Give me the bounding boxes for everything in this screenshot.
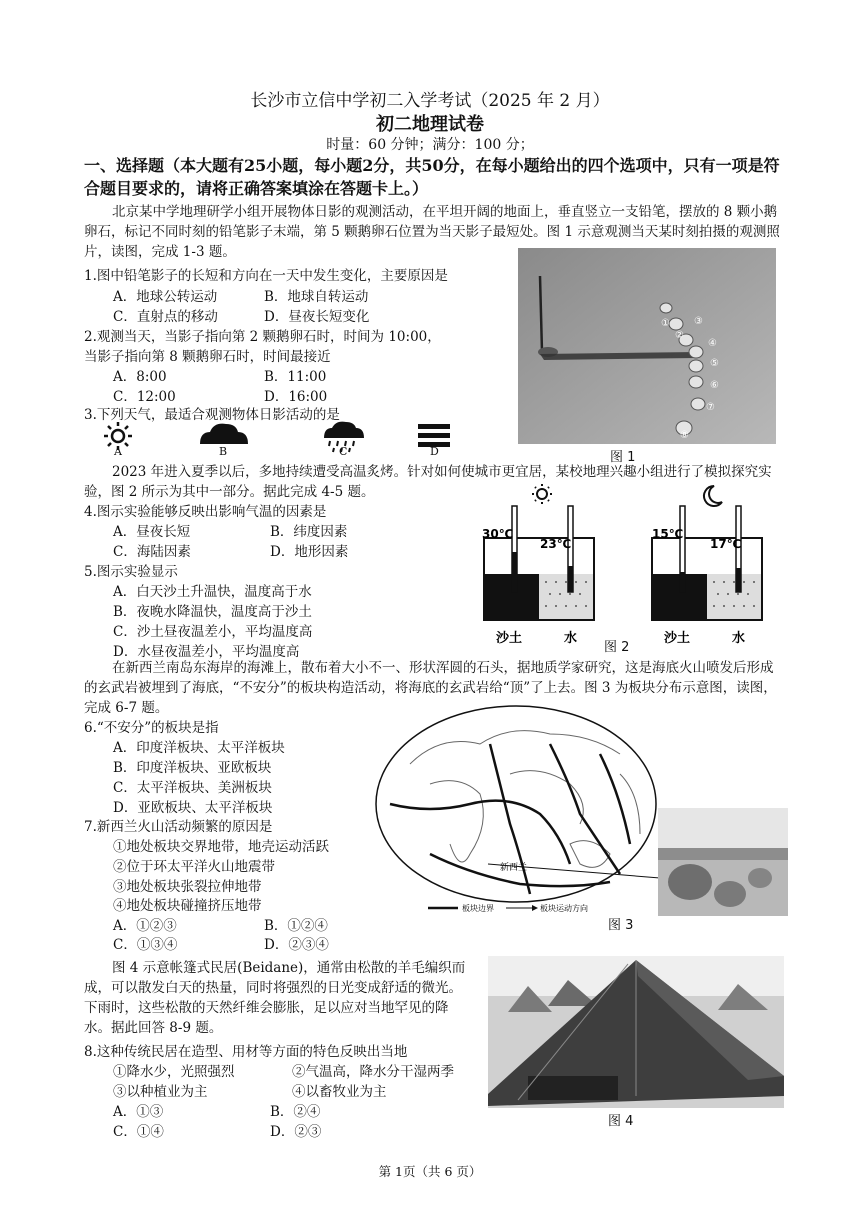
moon-icon [704, 486, 722, 506]
question-2-line1: 2.观测当天，当影子指向第 2 颗鹅卵石时，时间为 10:00， [84, 329, 441, 345]
figure-3-caption: 图 3 [608, 918, 634, 933]
question-1: 1.图中铅笔影子的长短和方向在一天中发生变化，主要原因是 [84, 268, 448, 284]
figure-2-experiment [478, 480, 778, 660]
q8-option-b: B．②④ [270, 1104, 321, 1120]
section-heading: 一、选择题（本大题有25小题，每小题2分，共50分，在每小题给出的四个选项中，只有一项是符合题目要求的，请将正确答案填涂在答题卡上。） [84, 156, 780, 198]
sun-icon [532, 484, 552, 504]
q4-option-d: D．地形因素 [270, 544, 349, 560]
question-7: 7.新西兰火山活动频繁的原因是 [84, 819, 273, 835]
figure-1-caption: 图 1 [610, 450, 636, 465]
q7-option-a: A．①②③ [113, 918, 177, 934]
legend-plate-motion: 板块运动方向 [540, 904, 588, 913]
q6-option-b: B．印度洋板块、亚欧板块 [113, 760, 272, 776]
exam-title: 长沙市立信中学初二入学考试（2025 年 2 月） [250, 91, 610, 111]
question-5: 5.图示实验显示 [84, 564, 178, 580]
q3-label-b: B [219, 445, 228, 458]
q3-label-c: C [339, 445, 348, 458]
q3-label-a: A [114, 445, 122, 458]
q1-option-a: A．地球公转运动 [113, 289, 218, 305]
cloudy-icon [200, 424, 248, 444]
q4-option-b: B．纬度因素 [270, 524, 348, 540]
question-8: 8.这种传统民居在造型、用材等方面的特色反映出当地 [84, 1044, 408, 1060]
q8-statement-1: ①降水少，光照强烈 [113, 1064, 235, 1080]
q5-option-b: B．夜晚水降温快，温度高于沙土 [113, 604, 312, 620]
question-2-line2: 当影子指向第 8 颗鹅卵石时，时间最接近 [84, 349, 331, 365]
intro-paragraph-1: 北京某中学地理研学小组开展物体日影的观测活动，在平坦开阔的地面上，垂直竖立一支铅笔，摆放的 8 颗小鹅卵石，标记不同时刻的铅笔影子末端，第 5 颗鹅卵石位置为当天影子最短处。图 1 示意观测当天某时刻拍摄的观测照片，读图，完成 1-3 题。 [84, 204, 780, 260]
q7-option-d: D．②③④ [264, 937, 329, 953]
q7-statement-1: ①地处板块交界地带，地壳运动活跃 [113, 839, 329, 855]
q7-option-b: B．①②④ [264, 918, 328, 934]
q8-option-d: D．②③ [270, 1124, 322, 1140]
legend-plate-boundary: 板块边界 [462, 904, 494, 913]
q4-option-c: C．海陆因素 [113, 544, 191, 560]
q1-option-c: C．直射点的移动 [113, 309, 218, 325]
q2-option-c: C．12:00 [113, 389, 176, 405]
stone-label-3: ③ [694, 316, 703, 327]
question-6: 6.“不安分”的板块是指 [84, 720, 219, 736]
figure-2-caption: 图 2 [604, 640, 630, 655]
night-water-temp: 17℃ [710, 537, 742, 551]
question-3: 3.下列天气，最适合观测物体日影活动的是 [84, 407, 340, 423]
stone-label-6: ⑥ [710, 380, 719, 391]
q8-statement-4: ④以畜牧业为主 [292, 1084, 387, 1100]
q5-option-c: C．沙土昼夜温差小，平均温度高 [113, 624, 313, 640]
figure-4-tent-photo [488, 956, 784, 1108]
q7-statement-4: ④地处板块碰撞挤压地带 [113, 898, 262, 914]
weather-icons [100, 420, 460, 460]
day-sand-label: 沙土 [496, 631, 523, 646]
question-4: 4.图示实验能够反映出影响气温的因素是 [84, 504, 327, 520]
day-water-temp: 23℃ [540, 537, 572, 551]
night-water-label: 水 [732, 631, 746, 646]
q1-option-d: D．昼夜长短变化 [264, 309, 370, 325]
q5-option-a: A．白天沙土升温快，温度高于水 [113, 584, 312, 600]
figure-4-caption: 图 4 [608, 1114, 634, 1129]
new-zealand-label: 新西兰 [500, 863, 528, 873]
night-sand-temp: 15℃ [652, 527, 684, 541]
stone-label-8: ⑧ [680, 430, 689, 441]
exam-subtitle: 初二地理试卷 [376, 114, 484, 135]
q2-option-b: B．11:00 [264, 369, 327, 385]
day-water-label: 水 [564, 631, 578, 646]
q7-option-c: C．①③④ [113, 937, 178, 953]
figure-1-photo [518, 248, 776, 444]
q8-option-c: C．①④ [113, 1124, 164, 1140]
exam-meta: 时量：60 分钟；满分：100 分； [326, 137, 534, 153]
intro-paragraph-3: 在新西兰南岛东海岸的海滩上，散布着大小不一、形状浑圆的石头，据地质学家研究，这是海底火山喷发后形成的玄武岩被埋到了海底，“不安分”的板块构造活动，将海底的玄武岩给“顶”了上去。图 3 为板块分布示意图，读图，完成 6-7 题。 [84, 660, 777, 716]
stone-label-1: ① [661, 318, 670, 329]
page-footer: 第 1页（共 6 页） [378, 1164, 482, 1179]
q8-statement-3: ③以种植业为主 [113, 1084, 208, 1100]
q7-statement-3: ③地处板块张裂拉伸地带 [113, 879, 262, 895]
q5-option-d: D．水昼夜温差小，平均温度高 [113, 644, 300, 660]
q2-option-d: D．16:00 [264, 389, 328, 405]
fog-icon [418, 424, 450, 447]
stone-label-2: ② [675, 330, 684, 341]
q7-statement-2: ②位于环太平洋火山地震带 [113, 859, 275, 875]
stone-label-7: ⑦ [706, 402, 715, 413]
q6-option-c: C．太平洋板块、美洲板块 [113, 780, 272, 796]
day-sand-temp: 30℃ [482, 527, 514, 541]
stone-label-4: ④ [708, 338, 717, 349]
q3-label-d: D [430, 445, 439, 458]
figure-3-plate-map [370, 704, 790, 930]
q8-statement-2: ②气温高，降水分干湿两季 [292, 1064, 454, 1080]
intro-paragraph-4: 图 4 示意帐篷式民居(Beidane)，通常由松散的羊毛编织而成，可以散发白天的热量，同时将强烈的日光变成舒适的微光。下雨时，这些松散的天然纤维会膨胀，足以应对当地罕见的降水。据此回答 8-9 题。 [84, 960, 466, 1036]
night-sand-label: 沙土 [664, 631, 691, 646]
intro-paragraph-2: 2023 年进入夏季以后，多地持续遭受高温炙烤。针对如何使城市更宜居，某校地理兴趣小组进行了模拟探究实验，图 2 所示为其中一部分。据此完成 4-5 题。 [84, 464, 772, 500]
q6-option-d: D．亚欧板块、太平洋板块 [113, 800, 273, 816]
q6-option-a: A．印度洋板块、太平洋板块 [113, 740, 285, 756]
q2-option-a: A．8:00 [113, 369, 167, 385]
q1-option-b: B．地球自转运动 [264, 289, 369, 305]
q8-option-a: A．①③ [113, 1104, 164, 1120]
q4-option-a: A．昼夜长短 [113, 524, 191, 540]
stone-label-5: ⑤ [710, 358, 719, 369]
